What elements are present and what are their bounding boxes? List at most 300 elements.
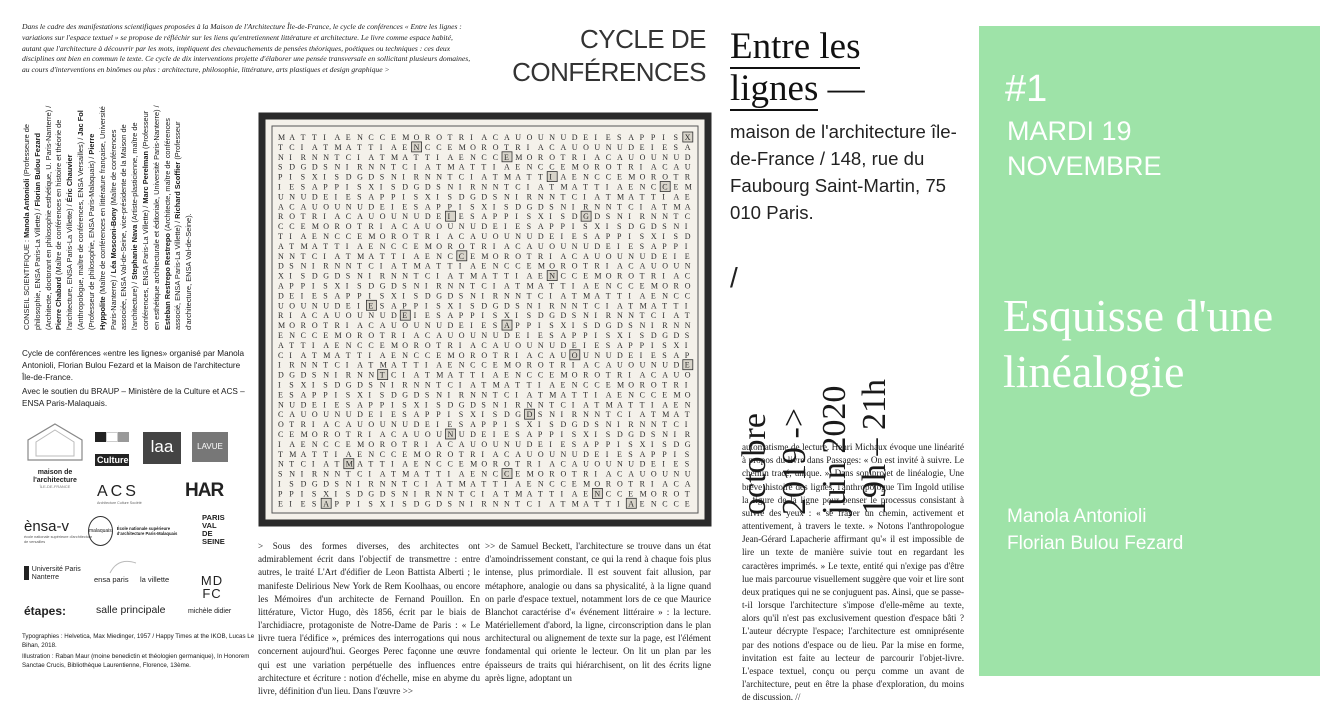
manuscript-letter: E [673, 459, 679, 469]
manuscript-letter: S [323, 281, 328, 291]
manuscript-letter: I [345, 162, 349, 172]
manuscript-letter: I [515, 390, 518, 400]
manuscript-letter: O [662, 281, 668, 291]
illustration-credit: Illustration : Raban Maur (moine benedictin et théologien germanique), In Honorem Sanctae Crucis, Bibliothèque Laurentienne, Florence, 13ème. [22, 652, 250, 669]
manuscript-letter: S [526, 222, 532, 232]
manuscript-letter: T [650, 410, 656, 420]
manuscript-letter: C [391, 370, 397, 380]
manuscript-letter: E [379, 340, 385, 350]
manuscript-letter: O [323, 222, 329, 232]
manuscript-letter: E [673, 400, 679, 410]
manuscript-letter: E [300, 439, 306, 449]
manuscript-letter: E [560, 439, 566, 449]
manuscript-letter: S [436, 182, 441, 192]
manuscript-letter: O [334, 430, 341, 439]
manuscript-letter: D [334, 271, 341, 281]
manuscript-letter: I [436, 152, 439, 162]
manuscript-letter: S [628, 439, 633, 449]
culture-logo-text: Culture [97, 455, 129, 465]
manuscript-letter: C [345, 232, 352, 241]
manuscript-letter: S [458, 291, 464, 301]
manuscript-letter: T [447, 479, 453, 489]
manuscript-letter: A [447, 152, 454, 162]
manuscript-letter: I [481, 489, 485, 499]
manuscript-letter: C [402, 222, 408, 232]
manuscript-letter: I [515, 212, 518, 222]
manuscript-letter: S [436, 301, 441, 311]
manuscript-letter: G [436, 291, 442, 301]
manuscript-letter: C [639, 390, 645, 400]
manuscript-letter: S [402, 410, 407, 420]
manuscript-letter: I [662, 459, 665, 469]
manuscript-letter: I [571, 360, 575, 370]
manuscript-letter: C [560, 479, 566, 489]
committee-member-name: Léa Mosconi-Bony [108, 207, 118, 274]
manuscript-letter: A [673, 311, 680, 321]
manuscript-letter: A [594, 152, 601, 162]
manuscript-letter: O [311, 410, 318, 420]
house-icon [24, 420, 86, 464]
manuscript-letter: E [481, 321, 487, 331]
manuscript-letter: N [379, 241, 386, 251]
manuscript-letter: I [345, 182, 349, 192]
manuscript-letter: P [458, 311, 464, 321]
manuscript-letter: S [537, 410, 543, 420]
ensav-logo-sub: école nationale supérieure d'architecture de versailles [24, 535, 93, 544]
manuscript-letter: I [537, 499, 541, 509]
manuscript-letter: U [278, 192, 284, 202]
manuscript-letter: I [537, 459, 541, 469]
manuscript-letter: I [628, 212, 631, 222]
manuscript-letter: A [334, 133, 341, 142]
manuscript-letter: A [447, 311, 454, 321]
manuscript-letter: C [526, 370, 532, 380]
acs-logo-sub: Architecture Culture Société [97, 501, 142, 505]
manuscript-letter: E [571, 340, 577, 350]
manuscript-letter: D [583, 449, 589, 459]
manuscript-letter: S [323, 291, 328, 301]
manuscript-letter: O [424, 430, 431, 439]
manuscript-letter: T [300, 212, 306, 222]
manuscript-letter: T [537, 172, 543, 182]
manuscript-letter: T [402, 261, 408, 271]
manuscript-letter: T [447, 172, 453, 182]
manuscript-letter: X [639, 439, 646, 449]
manuscript-letter: M [368, 232, 376, 241]
manuscript-letter: R [673, 380, 679, 390]
manuscript-letter: I [311, 420, 315, 430]
manuscript-letter: T [673, 212, 679, 222]
manuscript-letter: I [289, 499, 292, 509]
manuscript-letter: R [583, 469, 589, 479]
manuscript-letter: T [470, 370, 475, 380]
manuscript-letter: T [605, 291, 611, 301]
manuscript-letter: U [345, 410, 352, 420]
manuscript-letter: S [492, 321, 498, 331]
manuscript-letter: E [650, 350, 656, 360]
manuscript-letter: X [560, 321, 567, 331]
manuscript-letter: I [458, 380, 462, 390]
manuscript-letter: I [470, 133, 473, 142]
manuscript-letter: S [549, 202, 554, 212]
manuscript-letter: T [605, 370, 611, 380]
manuscript-letter: C [289, 222, 295, 232]
manuscript-letter: O [571, 350, 578, 360]
maison-logo-text: maison de l'architecture [33, 469, 77, 484]
manuscript-letter: U [368, 212, 375, 222]
manuscript-letter: N [311, 301, 318, 311]
manuscript-letter: A [605, 390, 612, 400]
manuscript-letter: E [628, 489, 634, 499]
manuscript-letter: U [583, 459, 589, 469]
manuscript-letter: A [583, 251, 589, 261]
manuscript-letter: N [345, 340, 352, 350]
manuscript-letter: I [424, 400, 428, 410]
manuscript-letter: N [289, 251, 296, 261]
manuscript-letter: I [323, 251, 326, 261]
manuscript-letter: C [278, 350, 284, 360]
manuscript-letter: A [391, 360, 397, 370]
manuscript-letter: M [515, 152, 523, 162]
manuscript-letter: I [594, 311, 598, 321]
manuscript-letter: C [571, 251, 578, 261]
credits [22, 633, 262, 671]
manuscript-letter: A [673, 192, 680, 202]
manuscript-letter: P [357, 291, 362, 301]
manuscript-letter: N [368, 449, 375, 459]
manuscript-letter: A [515, 449, 522, 459]
manuscript-letter: I [436, 271, 439, 281]
manuscript-letter: N [605, 202, 612, 212]
manuscript-letter: N [526, 301, 533, 311]
manuscript-letter: N [673, 321, 680, 331]
manuscript-letter: E [368, 301, 374, 311]
manuscript-letter: E [594, 340, 600, 350]
manuscript-letter: O [650, 489, 657, 499]
manuscript-letter: N [673, 469, 680, 479]
manuscript-letter: I [402, 331, 405, 340]
manuscript-letter: I [278, 360, 281, 370]
manuscript-letter: M [458, 479, 466, 489]
manuscript-letter: E [391, 350, 396, 360]
manuscript-letter: X [470, 410, 476, 420]
manuscript-letter: P [515, 321, 520, 331]
manuscript-letter: A [402, 459, 409, 469]
manuscript-letter: N [583, 311, 589, 321]
manuscript-letter: U [650, 261, 657, 271]
manuscript-letter: S [662, 439, 667, 449]
manuscript-letter: N [458, 222, 465, 232]
manuscript-letter: T [594, 182, 600, 192]
manuscript-letter: R [458, 133, 465, 142]
manuscript-letter: N [436, 172, 442, 182]
manuscript-letter: A [594, 232, 601, 241]
manuscript-letter: T [481, 380, 487, 390]
manuscript-letter: O [379, 212, 386, 222]
committee-member-name: Pierre Hyppolite [86, 133, 107, 330]
text-column-3: automatisme de lecture. Henri Michaux évoque une linéarité à propos du livre dans Passages: « On est invité à suivre. Le chemin tracé, unique. ». Dans son projet de linéalogie, Une brève histoire des lignes, l'anthropologue Tim Ingold utilise la figure de la ligne pour penser le processus consistant à suivre des yeux : « se frayer un chemin, activement et attentivement, à travers le texte. » Notons l'anthropologue Jean-Gérard Lapacherie affirmant qu'« il est impossible de lire un texte de manière suivie tout en regardant les caractères imprimés. » Le texte, entité qui n'exige pas d'être lue mais parcourue visuellement suggère que voir et lire sont deux pratiques qui ne se conjuguent pas. Ainsi, que se passe-t-il lorsque l'architecture s'impose d'elle-même au texte, alors qu'il n'est pas exclusivement question d'espace bâti ? L'auteur décrypte l'espace; l'architecture est omniprésente par des notions d'espace ou de lieu. Par la mise en forme, invitation est faite au lecteur de parcourir l'objet-livre. L'espace textuel, conçu ou perçu comme un avant de l'architecture, peut en être la phase d'exploration, du moins de discussion. // [742, 442, 964, 703]
manuscript-letter: P [504, 212, 509, 222]
manuscript-letter: P [424, 410, 430, 420]
manuscript-letter: T [413, 271, 419, 281]
manuscript-letter: X [504, 311, 510, 321]
manuscript-letter: I [650, 142, 654, 152]
manuscript-letter: C [504, 261, 510, 271]
manuscript-letter: A [458, 469, 465, 479]
manuscript-letter: N [323, 469, 329, 479]
manuscript-letter: S [379, 291, 385, 301]
manuscript-letter: O [345, 311, 352, 321]
manuscript-letter: E [424, 311, 430, 321]
manuscript-letter: M [447, 350, 455, 360]
manuscript-letter: E [413, 459, 419, 469]
manuscript-letter: P [311, 390, 317, 400]
manuscript-letter: I [628, 291, 631, 301]
manuscript-letter: T [391, 251, 396, 261]
manuscript-letter: D [594, 212, 601, 222]
manuscript-letter: M [391, 152, 399, 162]
manuscript-letter: P [289, 281, 294, 291]
manuscript-letter: O [650, 469, 657, 479]
manuscript-letter: E [458, 152, 464, 162]
manuscript-letter: O [537, 449, 544, 459]
manuscript-letter: R [571, 410, 578, 420]
manuscript-letter: A [684, 142, 691, 152]
manuscript-letter: O [549, 152, 555, 162]
manuscript-letter: R [300, 321, 306, 331]
manuscript-letter: M [628, 172, 636, 182]
manuscript-letter: I [413, 311, 417, 321]
manuscript-letter: A [368, 152, 375, 162]
manuscript-letter: E [345, 301, 351, 311]
manuscript-letter: A [379, 321, 386, 331]
manuscript-letter: U [357, 420, 363, 430]
manuscript-letter: N [481, 182, 488, 192]
manuscript-letter: N [515, 291, 522, 301]
manuscript-letter: O [436, 222, 442, 232]
manuscript-letter: I [504, 420, 507, 430]
manuscript-letter: I [278, 380, 281, 390]
manuscript-letter: T [515, 459, 521, 469]
manuscript-letter: E [583, 489, 588, 499]
manuscript-letter: I [537, 420, 541, 430]
manuscript-letter: A [311, 182, 318, 192]
manuscript-letter: M [492, 380, 500, 390]
manuscript-letter: D [424, 182, 431, 192]
ensa-versailles-logo [24, 518, 94, 544]
manuscript-letter: T [436, 380, 442, 390]
manuscript-letter: S [323, 162, 328, 172]
manuscript-letter: I [289, 152, 292, 162]
manuscript-letter: O [515, 251, 522, 261]
manuscript-letter: U [424, 222, 431, 232]
manuscript-letter: S [605, 430, 611, 439]
malaquais-logo-sub: École nationale supérieure d'architecture Paris-Malaquais [116, 525, 178, 536]
manuscript-letter: T [311, 133, 317, 142]
manuscript-letter: E [594, 449, 600, 459]
manuscript-letter: N [549, 271, 555, 281]
manuscript-letter: O [492, 142, 499, 152]
committee-member-name: Stephanie Nava [130, 224, 140, 280]
manuscript-letter: A [684, 479, 691, 489]
committee-member-role: (Professeur d'architecture, ENSA Val-de-Seine). [173, 121, 194, 330]
manuscript-letter: C [594, 360, 600, 370]
manuscript-letter: C [311, 331, 318, 340]
manuscript-letter: E [424, 251, 430, 261]
committee-member-role: (Anthropologue, maître de conférences, ENSA Versailles) / [76, 135, 86, 330]
manuscript-letter: E [470, 469, 475, 479]
manuscript-letter: C [673, 479, 679, 489]
manuscript-letter: S [504, 202, 509, 212]
manuscript-letter: N [571, 241, 578, 251]
manuscript-letter: I [368, 291, 372, 301]
manuscript-illustration [258, 112, 712, 527]
manuscript-letter: P [594, 439, 599, 449]
manuscript-letter: A [617, 340, 623, 350]
manuscript-letter: A [639, 370, 646, 380]
manuscript-letter: O [345, 331, 352, 340]
manuscript-letter: A [300, 449, 307, 459]
manuscript-letter: N [458, 360, 465, 370]
manuscript-letter: S [357, 281, 362, 291]
manuscript-letter: E [684, 192, 690, 202]
manuscript-letter: D [571, 212, 578, 222]
manuscript-letter: I [594, 133, 598, 142]
manuscript-letter: N [537, 400, 544, 410]
manuscript-letter: A [357, 400, 363, 410]
manuscript-letter: P [436, 410, 441, 420]
manuscript-letter: A [662, 479, 668, 489]
manuscript-letter: S [639, 331, 645, 340]
manuscript-letter: S [447, 499, 452, 509]
manuscript-letter: G [300, 162, 307, 172]
manuscript-letter: N [379, 380, 386, 390]
manuscript-letter: O [605, 271, 612, 281]
manuscript-letter: A [470, 479, 476, 489]
manuscript-letter: N [368, 162, 375, 172]
manuscript-letter: U [662, 469, 668, 479]
manuscript-letter: C [447, 251, 453, 261]
manuscript-letter: O [515, 340, 522, 350]
manuscript-letter: P [571, 331, 577, 340]
manuscript-letter: N [504, 291, 510, 301]
manuscript-letter: R [583, 202, 589, 212]
manuscript-letter: I [650, 321, 654, 331]
manuscript-letter: X [413, 400, 420, 410]
manuscript-letter: A [673, 162, 680, 172]
manuscript-letter: E [447, 360, 453, 370]
manuscript-letter: A [526, 430, 533, 439]
manuscript-letter: M [379, 360, 387, 370]
manuscript-letter: S [289, 261, 294, 271]
manuscript-letter: R [617, 271, 623, 281]
manuscript-letter: D [413, 499, 420, 509]
manuscript-letter: I [458, 340, 462, 350]
manuscript-letter: G [289, 370, 296, 380]
manuscript-letter: R [673, 281, 679, 291]
manuscript-letter: T [334, 152, 340, 162]
manuscript-letter: U [571, 449, 578, 459]
manuscript-letter: M [278, 133, 286, 142]
manuscript-letter: C [605, 152, 612, 162]
manuscript-letter: A [526, 489, 533, 499]
manuscript-letter: T [289, 459, 295, 469]
michele-didier-logo: michèle didier [188, 608, 232, 615]
manuscript-letter: O [571, 261, 578, 271]
manuscript-letter: T [515, 380, 521, 390]
manuscript-letter: U [458, 430, 465, 439]
manuscript-letter: I [436, 232, 439, 241]
manuscript-letter: A [413, 331, 420, 340]
manuscript-letter: C [402, 162, 408, 172]
manuscript-letter: A [470, 232, 476, 241]
manuscript-letter: T [402, 360, 408, 370]
manuscript-letter: M [571, 162, 579, 172]
manuscript-letter: I [311, 459, 315, 469]
manuscript-letter: P [673, 241, 678, 251]
manuscript-letter: R [560, 360, 566, 370]
manuscript-letter: U [617, 142, 623, 152]
manuscript-letter: S [334, 479, 339, 489]
manuscript-letter: I [504, 400, 507, 410]
manuscript-letter: I [639, 350, 643, 360]
manuscript-letter: E [391, 133, 396, 142]
manuscript-letter: N [345, 202, 352, 212]
manuscript-letter: I [684, 420, 688, 430]
committee-member-name: Jac Fol [76, 110, 86, 136]
manuscript-letter: O [481, 459, 488, 469]
manuscript-letter: C [583, 380, 589, 390]
manuscript-letter: S [300, 271, 306, 281]
manuscript-letter: N [515, 370, 522, 380]
manuscript-letter: N [413, 142, 420, 152]
manuscript-letter: C [379, 133, 386, 142]
manuscript-letter: O [684, 281, 691, 291]
manuscript-letter: N [537, 340, 544, 350]
manuscript-letter: E [458, 459, 464, 469]
manuscript-letter: R [560, 261, 566, 271]
manuscript-letter: S [458, 410, 464, 420]
manuscript-letter: I [345, 241, 349, 251]
manuscript-letter: U [605, 459, 612, 469]
manuscript-letter: A [436, 439, 442, 449]
manuscript-letter: N [436, 390, 442, 400]
manuscript-letter: A [413, 410, 420, 420]
manuscript-letter: E [560, 380, 566, 390]
manuscript-letter: R [537, 251, 544, 261]
manuscript-letter: O [673, 489, 680, 499]
manuscript-letter: T [526, 380, 532, 390]
manuscript-letter: O [515, 360, 522, 370]
manuscript-letter: S [345, 271, 351, 281]
manuscript-letter: T [650, 192, 656, 202]
manuscript-letter: N [391, 479, 397, 489]
manuscript-letter: D [504, 301, 510, 311]
manuscript-letter: D [311, 192, 318, 202]
manuscript-letter: S [470, 212, 475, 222]
manuscript-letter: I [289, 350, 292, 360]
manuscript-letter: O [391, 439, 397, 449]
manuscript-letter: M [583, 479, 591, 489]
committee-member-name: Manola Antonioli [22, 178, 31, 238]
manuscript-letter: U [560, 133, 567, 142]
manuscript-letter: R [413, 172, 419, 182]
manuscript-letter: N [639, 182, 646, 192]
manuscript-letter: R [526, 459, 532, 469]
manuscript-letter: R [639, 212, 645, 222]
manuscript-letter: A [492, 449, 499, 459]
manuscript-letter: D [345, 172, 352, 182]
